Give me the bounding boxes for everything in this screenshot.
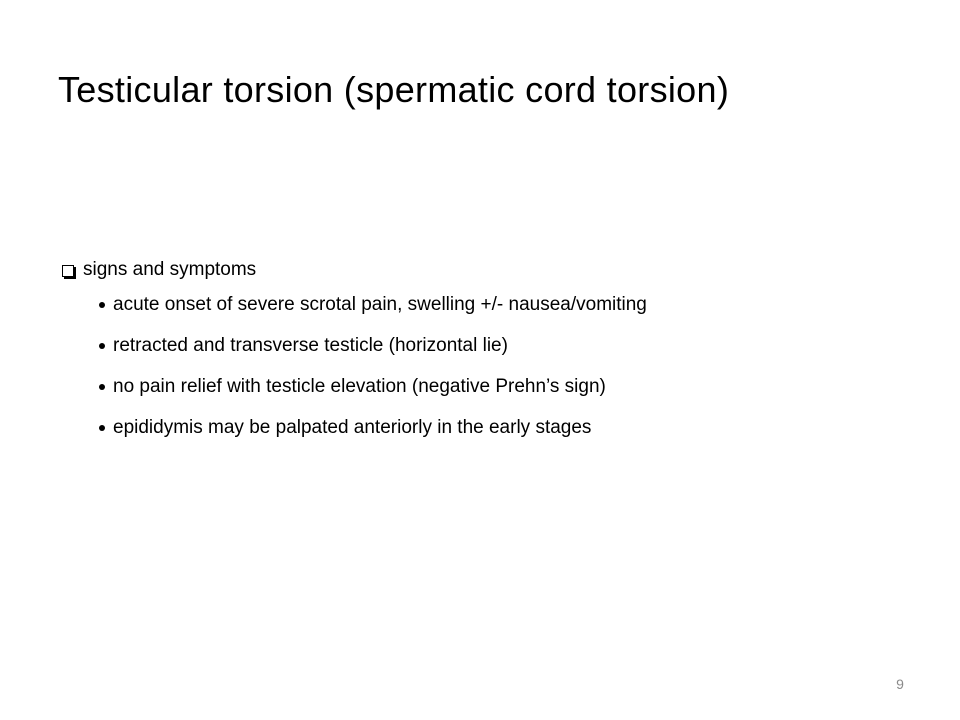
list-item-text: epididymis may be palpated anteriorly in the early stages (113, 417, 592, 438)
bullet-icon (99, 425, 105, 431)
bullet-icon (99, 343, 105, 349)
slide-title: Testicular torsion (spermatic cord torsion) (58, 69, 730, 110)
list-item (62, 332, 922, 360)
page-number: 9 (896, 676, 904, 692)
section-heading (62, 256, 922, 284)
list-item-text: no pain relief with testicle elevation (negative Prehn’s sign) (113, 376, 606, 397)
list-item (62, 373, 922, 401)
content-section (62, 256, 922, 442)
bullet-icon (99, 384, 105, 390)
section-heading-label: signs and symptoms (83, 259, 257, 280)
list-item-text: acute onset of severe scrotal pain, swelling +/- nausea/vomiting (113, 294, 647, 315)
list-item-text: retracted and transverse testicle (horizontal lie) (113, 335, 508, 356)
bullet-icon (99, 302, 105, 308)
list-item (62, 291, 922, 319)
checkbox-icon (62, 265, 74, 277)
symptom-list (62, 291, 922, 442)
list-item (62, 414, 922, 442)
